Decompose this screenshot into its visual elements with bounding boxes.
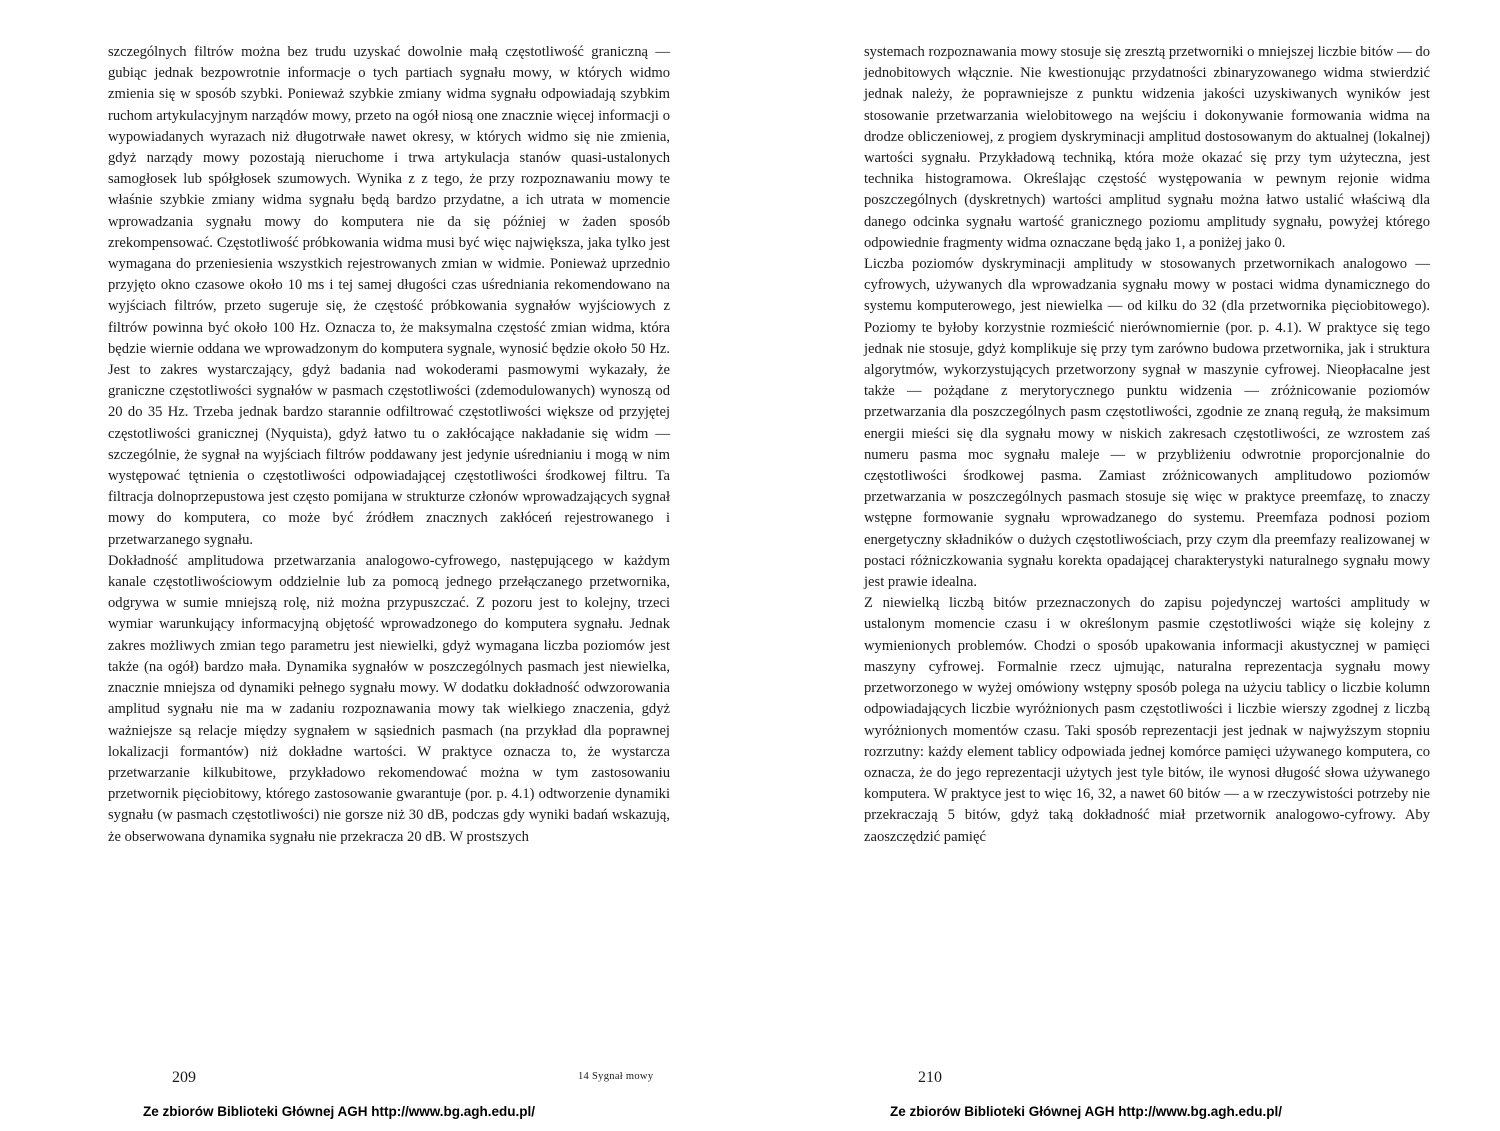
- left-page-body: [108, 42, 670, 848]
- right-page: [750, 0, 1500, 1131]
- right-paragraph-2: Liczba poziomów dyskryminacji amplitudy w stosowanych przetwornikach analogowo — cyfrowych, używanych dla wprowadzania sygnału mowy w postaci widma dynamicznego do systemu komputerowego, jest niewielka — od kilku do 32 (dla przetwornika pięciobitowego). Poziomy te byłoby korzystnie rozmieścić nierównomiernie (por. p. 4.1). W praktyce się tego jednak nie stosuje, gdyż komplikuje się przy tym zarówno budowa przetwornika, jak i struktura algorytmów, wykorzystujących przetworzony sygnał w maszynie cyfrowej. Nieopłacalne jest także — pożądane z merytorycznego punktu widzenia — zróżnicowanie poziomów przetwarzania dla poszczególnych pasm częstotliwości, zgodnie ze znaną regułą, że maksimum energii mieści się dla sygnału mowy w niskich zakresach częstotliwości, ze wzrostem zaś numeru pasma moc sygnału maleje — w przybliżeniu odwrotnie proporcjonalnie do częstotliwości środkowej pasma. Zamiast zróżnicowanych amplitudowo poziomów przetwarzania w poszczególnych pasmach stosuje się więc w praktyce preemfazę, to znaczy wstępne formowanie sygnału wprowadzanego do systemu. Preemfaza podnosi poziom energetyczny składników o dużych częstotliwościach, przy czym dla preemfazy realizowanej w postaci różniczkowania sygnału korekta opadającej charakterystyki naturalnego sygnału mowy jest prawie idealna.: [864, 256, 1430, 591]
- signature-mark: 14 Sygnał mowy: [578, 1071, 654, 1082]
- right-page-number: 210: [918, 1069, 942, 1086]
- left-library-footer: Ze zbiorów Biblioteki Głównej AGH http://www.bg.agh.edu.pl/: [143, 1104, 535, 1119]
- right-library-footer: Ze zbiorów Biblioteki Głównej AGH http://www.bg.agh.edu.pl/: [890, 1104, 1282, 1119]
- right-paragraph-3: Z niewielką liczbą bitów przeznaczonych do zapisu pojedynczej wartości amplitudy w ustalonym momencie czasu i w określonym pasmie częstotliwości wiąże się kolejny z wymienionych problemów. Chodzi o sposób upakowania informacji akustycznej w pamięci maszyny cyfrowej. Formalnie rzecz ujmując, naturalna reprezentacja sygnału mowy przetworzonego w wyżej omówiony wstępny sposób polega na użyciu tablicy o liczbie kolumn odpowiadających liczbie wyróżnionych pasm częstotliwości i liczbie wierszy zgodnej z liczbą wyróżnionych momentów czasu. Taki sposób reprezentacji jest jednak w najwyższym stopniu rozrzutny: każdy element tablicy odpowiada jednej komórce pamięci używanego komputera, co oznacza, że do jego reprezentacji użytych jest tyle bitów, ile wynosi długość słowa używanego komputera. W praktyce jest to więc 16, 32, a nawet 60 bitów — a w rzeczywistości potrzeby nie przekraczają 5 bitów, gdyż taką dokładność miał przetwornik analogowo-cyfrowy. Aby zaoszczędzić pamięć: [864, 595, 1430, 845]
- left-paragraph-1: szczególnych filtrów można bez trudu uzyskać dowolnie małą częstotliwość graniczną — gubiąc jednak bezpowrotnie informacje o tych partiach sygnału mowy, w których widmo zmienia się w sposób szybki. Ponieważ szybkie zmiany widma sygnału odpowiadają szybkim ruchom artykulacyjnym narządów mowy, przeto na ogół niosą one znacznie więcej informacji o wypowiadanych wyrazach niż długotrwałe nawet okresy, w których widmo się nie zmienia, gdyż narządy mowy pozostają nieruchome i trwa artykulacja stanów quasi-ustalonych samogłosek lub spółgłosek szumowych. Wynika z z tego, że przy rozpoznawaniu mowy te właśnie szybkie zmiany widma sygnału będą bardzo przydatne, a ich utrata w momencie wprowadzania sygnału mowy do komputera nie da się później w żaden sposób zrekompensować. Częstotliwość próbkowania widma musi być więc największa, jaka tylko jest wymagana do przeniesienia wszystkich rejestrowanych zmian w widmie. Ponieważ uprzednio przyjęto okno czasowe około 10 ms i tej samej długości czas uśredniania rekomendowano na wyjściach filtrów, przeto sugeruje się, że częstość próbkowania sygnałów wyjściowych z filtrów powinna być około 100 Hz. Oznacza to, że maksymalna częstość zmian widma, która będzie wiernie oddana we wprowadzonym do komputera sygnale, wynosić będzie około 50 Hz. Jest to zakres wystarczający, gdyż badania nad wokoderami pasmowymi wykazały, że graniczne częstotliwości sygnałów w pasmach częstotliwości (zdemodulowanych) wynoszą od 20 do 35 Hz. Trzeba jednak bardzo starannie odfiltrować częstotliwości większe od przyjętej częstotliwości granicznej (Nyquista), gdyż łatwo tu o zakłócające nakładanie się widm — szczególnie, że sygnał na wyjściach filtrów poddawany jest jedynie uśrednianiu i mogą w nim występować tętnienia o częstotliwości odpowiadającej częstotliwości środkowej filtru. Ta filtracja dolnoprzepustowa jest często pomijana w strukturze członów wprowadzających sygnał mowy do komputera, co może być źródłem znacznych zakłóceń rejestrowanego i przetwarzanego sygnału.: [108, 44, 670, 548]
- left-paragraph-2: Dokładność amplitudowa przetwarzania analogowo-cyfrowego, następującego w każdym kanale częstotliwościowym oddzielnie lub za pomocą jednego przełączanego przetwornika, odgrywa w sumie mniejszą rolę, niż można przypuszczać. Z pozoru jest to kolejny, trzeci wymiar warunkujący informacyjną objętość wprowadzonego do komputera sygnału. Jednak zakres możliwych zmian tego parametru jest niewielki, gdyż wymagana liczba poziomów jest także (na ogół) bardzo mała. Dynamika sygnałów w poszczególnych pasmach jest niewielka, znacznie mniejsza od dynamiki pełnego sygnału mowy. W dodatku dokładność odwzorowania amplitud sygnału nie ma w zadaniu rozpoznawania mowy tak wielkiego znaczenia, gdyż ważniejsze są relacje między sygnałem w sąsiednich pasmach (na przykład dla poprawnej lokalizacji formantów) niż dokładne wartości. W praktyce oznacza to, że wystarcza przetwarzanie kilkubitowe, przykładowo rekomendować można w tym zastosowaniu przetwornik pięciobitowy, którego zastosowanie gwarantuje (por. p. 4.1) odtworzenie dynamiki sygnału (w pasmach częstotliwości) nie gorsze niż 30 dB, podczas gdy wyniki badań wskazują, że obserwowana dynamika sygnału nie przekracza 20 dB. W prostszych: [108, 552, 670, 845]
- right-page-body: [864, 42, 1430, 848]
- right-paragraph-1: systemach rozpoznawania mowy stosuje się zresztą przetworniki o mniejszej liczbie bitów — do jednobitowych włącznie. Nie kwestionując przydatności zbinaryzowanego widma stwierdzić jednak należy, że poprawniejsze z punktu widzenia jakości uzyskiwanych wyników jest stosowanie przetwarzania wielobitowego na wejściu i dokonywanie formowania widma na drodze obliczeniowej, z progiem dyskryminacji amplitud dostosowanym do aktualnej (lokalnej) wartości sygnału. Przykładową techniką, która może okazać się przy tym użyteczna, jest technika histogramowa. Określając częstość występowania w pewnym rejonie widma poszczególnych (dyskretnych) wartości amplitud sygnału można łatwo ustalić właściwą dla danego odcinka sygnału wartość granicznego poziomu amplitudy sygnału, powyżej którego odpowiednie fragmenty widma oznaczane będą jako 1, a poniżej jako 0.: [864, 44, 1430, 251]
- left-page-number: 209: [172, 1069, 196, 1086]
